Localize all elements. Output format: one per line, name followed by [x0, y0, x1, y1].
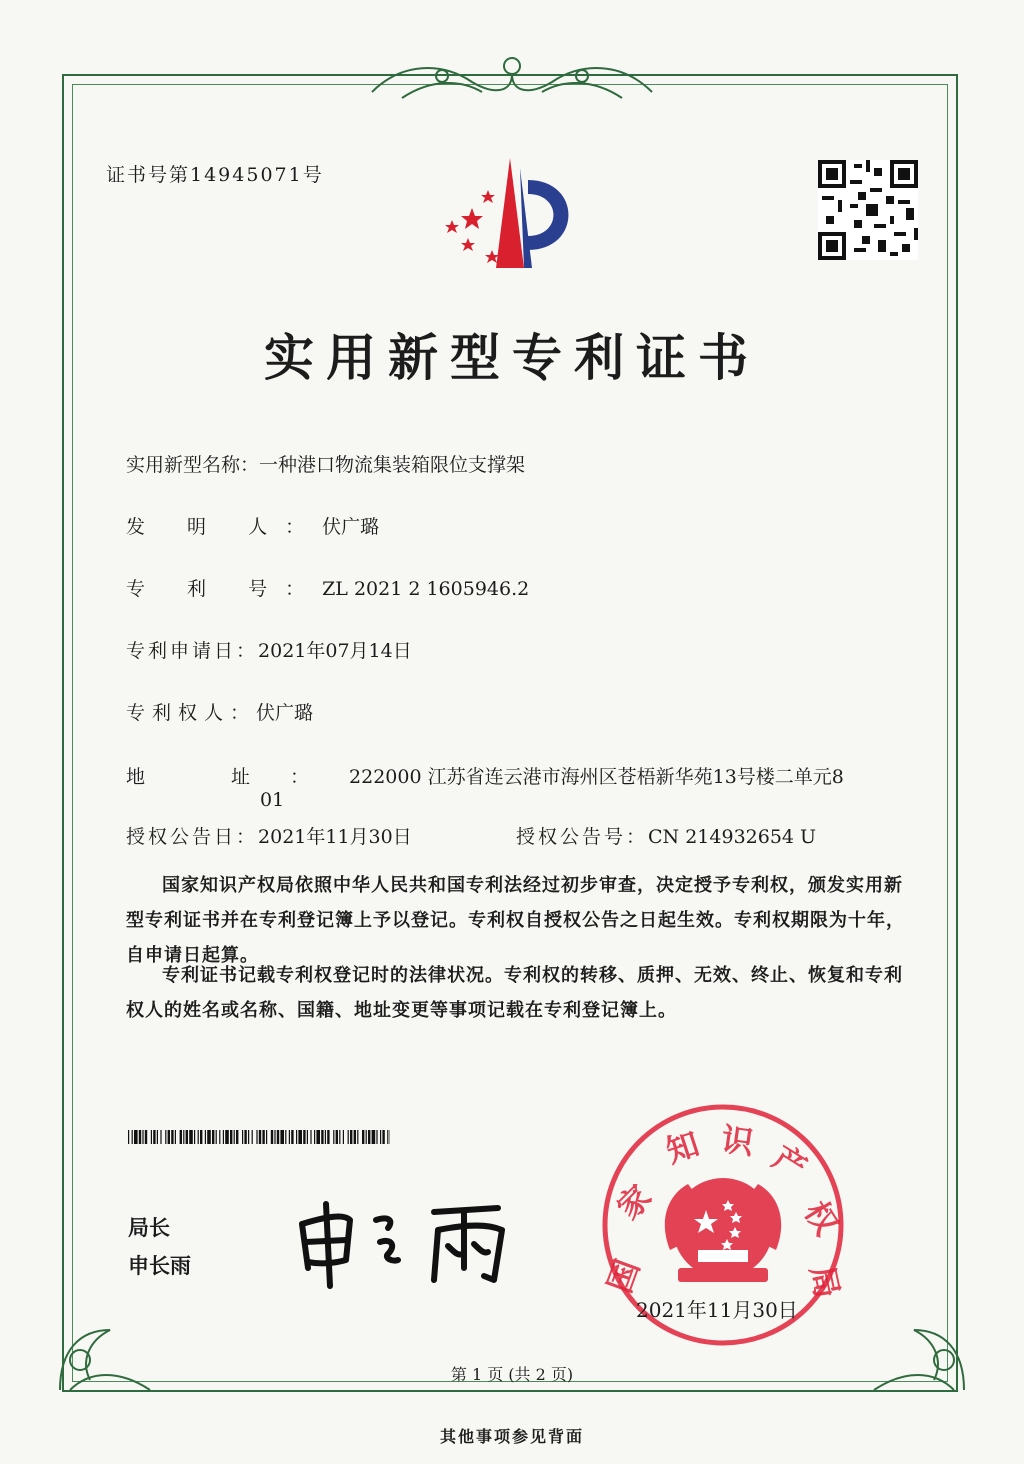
svg-text:家: 家	[609, 1177, 659, 1227]
svg-text:产: 产	[766, 1138, 814, 1188]
address-continuation: 01	[260, 789, 285, 811]
inventor-row	[126, 512, 379, 539]
filing-date-value: 2021年07月14日	[258, 640, 412, 662]
filing-date-row	[126, 636, 412, 663]
announcement-date-label: 授权公告日：	[126, 826, 259, 848]
address-value-line1: 222000 江苏省连云港市海州区苍梧新华苑13号楼二单元8	[349, 766, 844, 788]
certificate-paragraph-2: 专利证书记载专利权登记时的法律状况。专利权的转移、质押、无效、终止、恢复和专利权人的姓名或名称、国籍、地址变更等事项记载在专利登记簿上。	[126, 965, 903, 1021]
patent-number-row	[126, 574, 529, 601]
patentee-value: 伏广璐	[256, 702, 314, 724]
utility-model-name-row	[126, 450, 525, 477]
utility-model-name-label: 实用新型名称：	[126, 454, 260, 476]
svg-text:权: 权	[796, 1194, 846, 1242]
svg-text:识: 识	[719, 1120, 757, 1163]
announcement-number-row	[516, 822, 816, 849]
patentee-label: 专利权人：	[126, 702, 257, 724]
top-ornament	[362, 52, 662, 108]
certificate-paragraph-1: 国家知识产权局依照中华人民共和国专利法经过初步审查，决定授予专利权，颁发实用新型专利证书并在专利登记簿上予以登记。专利权自授权公告之日起生效。专利权期限为十年，自申请日起算。	[126, 875, 905, 966]
director-title: 局长	[128, 1216, 170, 1240]
patentee-row	[126, 698, 313, 725]
announcement-number-value: CN 214932654 U	[648, 826, 817, 848]
barcode	[128, 1130, 390, 1144]
certificate-number: 证书号第14945071号	[106, 164, 324, 186]
footer-note: 其他事项参见背面	[439, 1427, 584, 1446]
svg-text:局: 局	[802, 1262, 847, 1302]
page-number: 第 1 页 (共 2 页)	[450, 1365, 574, 1384]
qr-code	[818, 160, 918, 260]
address-row	[126, 762, 844, 789]
announcement-date-row	[126, 822, 412, 849]
utility-model-name-value: 一种港口物流集装箱限位支撑架	[259, 454, 526, 476]
patent-number-label: 专 利 号：	[126, 578, 323, 600]
certificate-title: 实用新型专利证书	[264, 328, 760, 387]
announcement-date-value: 2021年11月30日	[258, 826, 412, 848]
cnipa-logo-icon	[432, 150, 582, 280]
director-name: 申长雨	[128, 1254, 191, 1278]
svg-text:国: 国	[600, 1254, 647, 1298]
address-label: 地 址：	[126, 766, 350, 788]
announcement-number-label: 授权公告号：	[516, 826, 649, 848]
svg-text:知: 知	[661, 1124, 704, 1171]
inventor-label: 发 明 人：	[126, 516, 323, 538]
patent-number-value: ZL 2021 2 1605946.2	[322, 578, 530, 600]
director-signature	[288, 1190, 528, 1290]
filing-date-label: 专利申请日：	[126, 640, 259, 662]
seal-date: 2021年11月30日	[636, 1298, 798, 1322]
inventor-value: 伏广璐	[322, 516, 380, 538]
